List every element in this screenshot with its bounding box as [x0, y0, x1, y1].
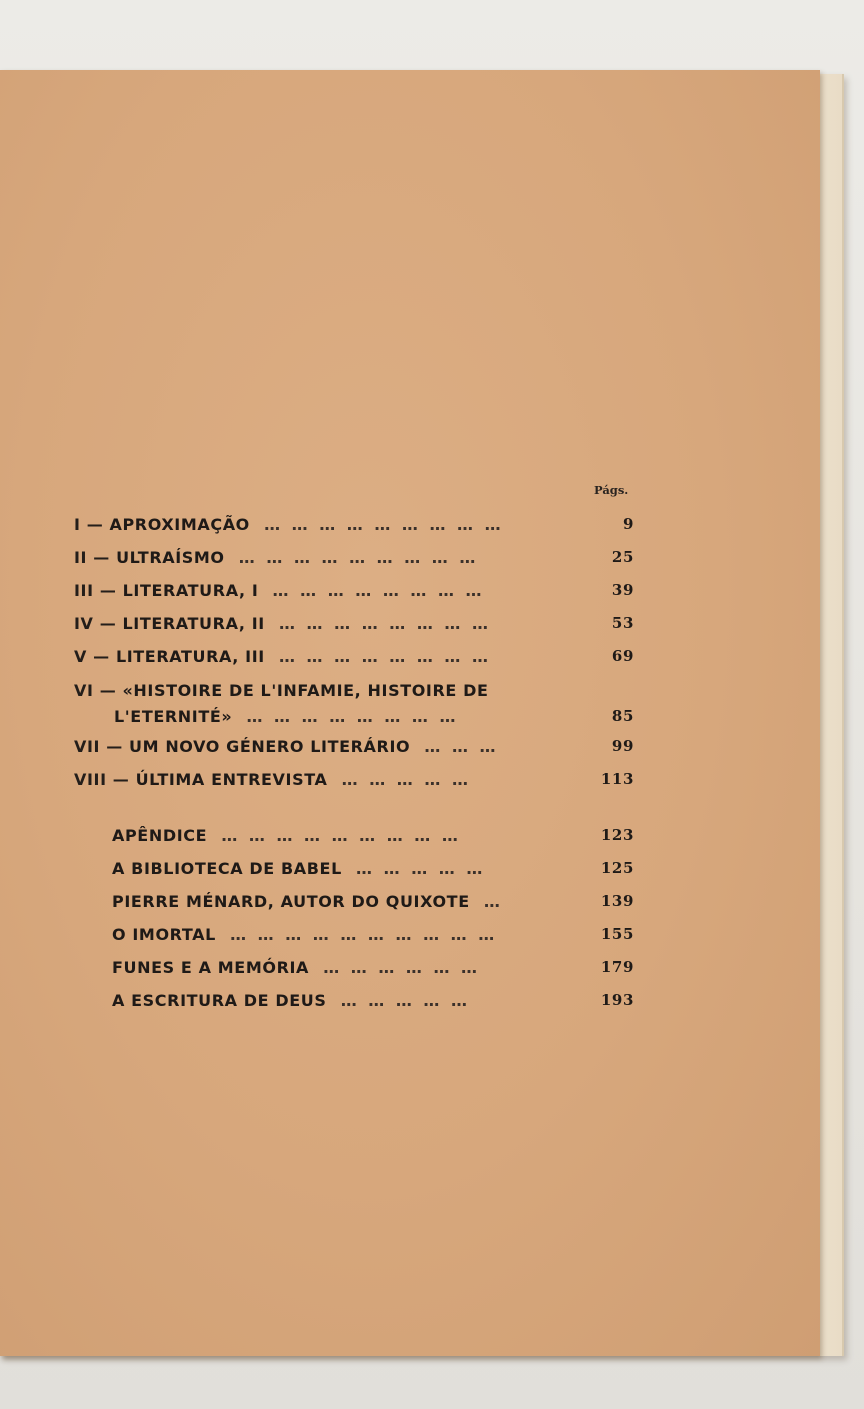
page-number: 179	[600, 958, 634, 976]
toc-entry-appendix[interactable]	[112, 826, 634, 850]
leader-dots: … … … … … … … … …	[238, 548, 479, 567]
page-number: 85	[611, 707, 634, 725]
page-number: 139	[600, 892, 634, 910]
toc-entry-chapter-6[interactable]	[74, 681, 634, 733]
toc-entry-chapter-4[interactable]	[74, 614, 634, 638]
pages-column-label: Págs.	[594, 483, 629, 497]
toc-entry-chapter-3[interactable]	[74, 581, 634, 605]
leader-dots: …	[483, 892, 503, 911]
chapter-number: II —	[74, 548, 110, 567]
leader-dots: … … … … … … … …	[278, 614, 491, 633]
chapter-title: UM NOVO GÉNERO LITERÁRIO	[129, 737, 411, 756]
toc-entry-chapter-8[interactable]	[74, 770, 634, 794]
appendix-title: PIERRE MÉNARD, AUTOR DO QUIXOTE	[112, 892, 470, 911]
page-number: 69	[611, 647, 634, 665]
chapter-number: VI —	[74, 681, 117, 700]
leader-dots: … … … … …	[341, 770, 471, 789]
chapter-title: LITERATURA, I	[122, 581, 259, 600]
page-number: 53	[611, 614, 634, 632]
appendix-title: FUNES E A MEMÓRIA	[112, 958, 310, 977]
chapter-number: V —	[74, 647, 110, 666]
page-number: 125	[600, 859, 634, 877]
chapter-title: «HISTOIRE DE L'INFAMIE, HISTOIRE DE	[122, 681, 489, 700]
page-number: 123	[600, 826, 634, 844]
leader-dots: … … … … … … … …	[278, 647, 491, 666]
chapter-number: III —	[74, 581, 117, 600]
toc-entry-biblioteca-de-babel[interactable]	[112, 859, 634, 883]
toc-entry-pierre-menard[interactable]	[112, 892, 634, 916]
chapter-title: ULTRAÍSMO	[116, 548, 225, 567]
appendix-title: A BIBLIOTECA DE BABEL	[112, 859, 342, 878]
leader-dots: … … … … … … … … …	[221, 826, 461, 845]
page-number: 99	[611, 737, 634, 755]
chapter-title: LITERATURA, II	[122, 614, 265, 633]
toc-entry-chapter-5[interactable]	[74, 647, 634, 671]
page-number: 25	[611, 548, 634, 566]
chapter-title: APROXIMAÇÃO	[109, 515, 250, 534]
page-number: 193	[600, 991, 634, 1009]
chapter-title-line-2: L'ETERNITÉ»	[114, 707, 233, 726]
leader-dots: … … … … … … … …	[246, 707, 459, 726]
leader-dots: … … … … …	[356, 859, 486, 878]
chapter-title-continuation	[114, 707, 458, 726]
toc-entry-escritura-de-deus[interactable]	[112, 991, 634, 1015]
page-number: 113	[600, 770, 634, 788]
page-number: 155	[600, 925, 634, 943]
appendix-title: APÊNDICE	[112, 826, 208, 845]
chapter-number: IV —	[74, 614, 117, 633]
page-number: 39	[611, 581, 634, 599]
leader-dots: … … … … … … … … … …	[230, 925, 498, 944]
page-number: 9	[622, 515, 634, 533]
appendix-title: O IMORTAL	[112, 925, 216, 944]
appendix-title: A ESCRITURA DE DEUS	[112, 991, 327, 1010]
chapter-title: LITERATURA, III	[115, 647, 265, 666]
leader-dots: … … … … … …	[323, 958, 481, 977]
toc-entry-funes[interactable]	[112, 958, 634, 982]
leader-dots: … … …	[424, 737, 499, 756]
leader-dots: … … … … … … … … …	[264, 515, 504, 534]
toc-entry-o-imortal[interactable]	[112, 925, 634, 949]
chapter-title: ÚLTIMA ENTREVISTA	[135, 770, 328, 789]
chapter-number: I —	[74, 515, 104, 534]
leader-dots: … … … … … … … …	[272, 581, 485, 600]
toc-entry-chapter-7[interactable]	[74, 737, 634, 761]
chapter-number: VII —	[74, 737, 123, 756]
toc-entry-chapter-2[interactable]	[74, 548, 634, 572]
leader-dots: … … … … …	[340, 991, 470, 1010]
chapter-number: VIII —	[74, 770, 130, 789]
toc-entry-chapter-1[interactable]	[74, 515, 634, 539]
